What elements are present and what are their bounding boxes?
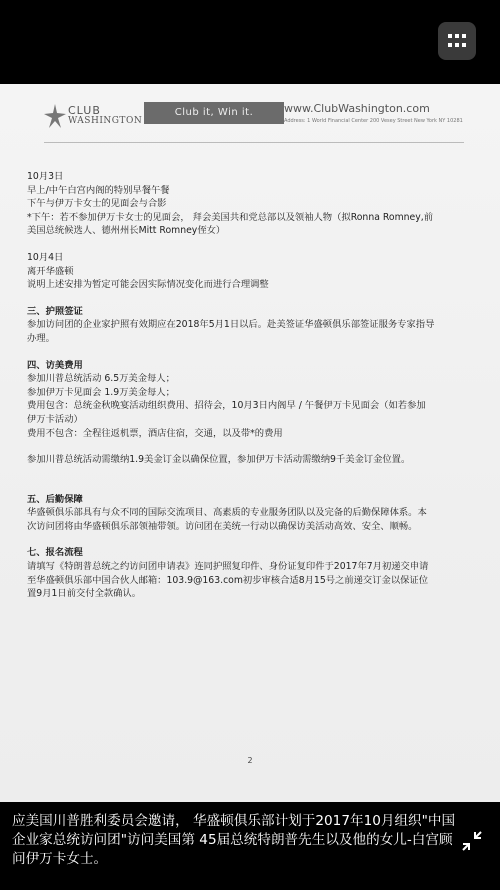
body-line: 参加访问团的企业家护照有效期应在2018年5月1日以后。赴美签证华盛顿俱乐部签证服务专家指导	[27, 319, 435, 331]
page-number: 2	[247, 756, 253, 765]
paragraph-gap	[27, 238, 479, 251]
paragraph-gap	[27, 292, 479, 305]
club-logo	[44, 100, 143, 136]
logo-club-text: CLUB	[68, 104, 101, 117]
body-line: *下午：若不参加伊万卡女士的见面会， 拜会美国共和党总部以及领袖人物（拟Ronna Romney,前	[27, 211, 434, 223]
paragraph-gap	[27, 533, 479, 546]
logo-washington-text: WASHINGTON	[68, 116, 143, 126]
top-bar	[0, 0, 500, 84]
caption-text: 应美国川普胜利委员会邀请， 华盛顿俱乐部计划于2017年10月组织"中国企业家总统访问团"访问美国第 45届总统特朗普先生以及他的女儿-白宫顾问伊万卡女士。	[12, 813, 456, 867]
body-line: 10月4日	[27, 251, 64, 263]
paragraph-gap	[27, 480, 479, 493]
body-line: 办理。	[27, 332, 55, 344]
website-text: www.ClubWashington.com	[284, 102, 430, 115]
letterhead	[44, 98, 464, 138]
document-photo	[0, 84, 500, 802]
document-body	[27, 170, 479, 601]
grid-menu-icon	[448, 34, 466, 48]
body-line: 参加川普总统活动 6.5万美金每人；	[27, 373, 175, 385]
paragraph-gap	[27, 467, 479, 480]
section-heading: 七、报名流程	[27, 547, 83, 559]
slogan-banner: Club it, Win it.	[144, 102, 284, 124]
address-text: Address: 1 World Financial Center 200 Vesey Street New York NY 10281	[284, 118, 463, 124]
menu-button[interactable]	[438, 22, 476, 60]
body-line: 说明上述安排为暂定可能会因实际情况变化而进行合理调整	[27, 279, 269, 291]
paragraph-gap	[27, 440, 479, 453]
body-line: 伊万卡活动）	[27, 413, 83, 425]
section-heading: 四、访美费用	[27, 359, 83, 371]
body-line: 请填写《特朗普总统之约访问团申请表》连同护照复印件、身份证复印件于2017年7月初递交申请	[27, 561, 429, 573]
body-line: 费用不包含：全程往返机票，酒店住宿，交通，以及带*的费用	[27, 427, 283, 439]
section-heading: 三、护照签证	[27, 305, 83, 317]
body-line: 10月3日	[27, 171, 64, 182]
body-line: 次访问团将由华盛顿俱乐部领袖带领。访问团在美统一行动以确保访美活动高效、安全、顺畅。	[27, 520, 418, 532]
body-line: 华盛顿俱乐部具有与众不同的国际交流项目、高素质的专业服务团队以及完备的后勤保障体系。本	[27, 507, 427, 519]
body-line: 参加伊万卡见面会 1.9万美金每人；	[27, 386, 175, 398]
body-line: 下午与伊万卡女士的见面会与合影	[27, 198, 167, 210]
document-page	[0, 84, 500, 802]
paragraph-gap	[27, 346, 479, 359]
header-divider	[44, 142, 464, 143]
collapse-arrows-icon[interactable]	[461, 830, 483, 852]
body-line: 美国总统候选人、德州州长Mitt Romney侄女）	[27, 225, 226, 237]
caption-bar	[0, 802, 500, 890]
section-heading: 五、后勤保障	[27, 493, 83, 505]
body-line: 至华盛顿俱乐部中国合伙人邮箱：103.9@163.com初步审核合适8月15号之前递交订金以保证位	[27, 574, 429, 586]
body-line: 置9月1日前交付全款确认。	[27, 588, 142, 600]
logo-star-icon	[44, 104, 66, 128]
body-line: 参加川普总统活动需缴纳1.9美金订金以确保位置，参加伊万卡活动需缴纳9千美金订金位置。	[27, 454, 411, 466]
body-line: 费用包含：总统金秋晚宴活动组织费用、招待会，10月3日内阁早 / 午餐伊万卡见面会（如若参加	[27, 400, 426, 412]
body-line: 早上/中午白宫内阁的特别早餐午餐	[27, 184, 170, 196]
body-line: 离开华盛顿	[27, 265, 74, 277]
